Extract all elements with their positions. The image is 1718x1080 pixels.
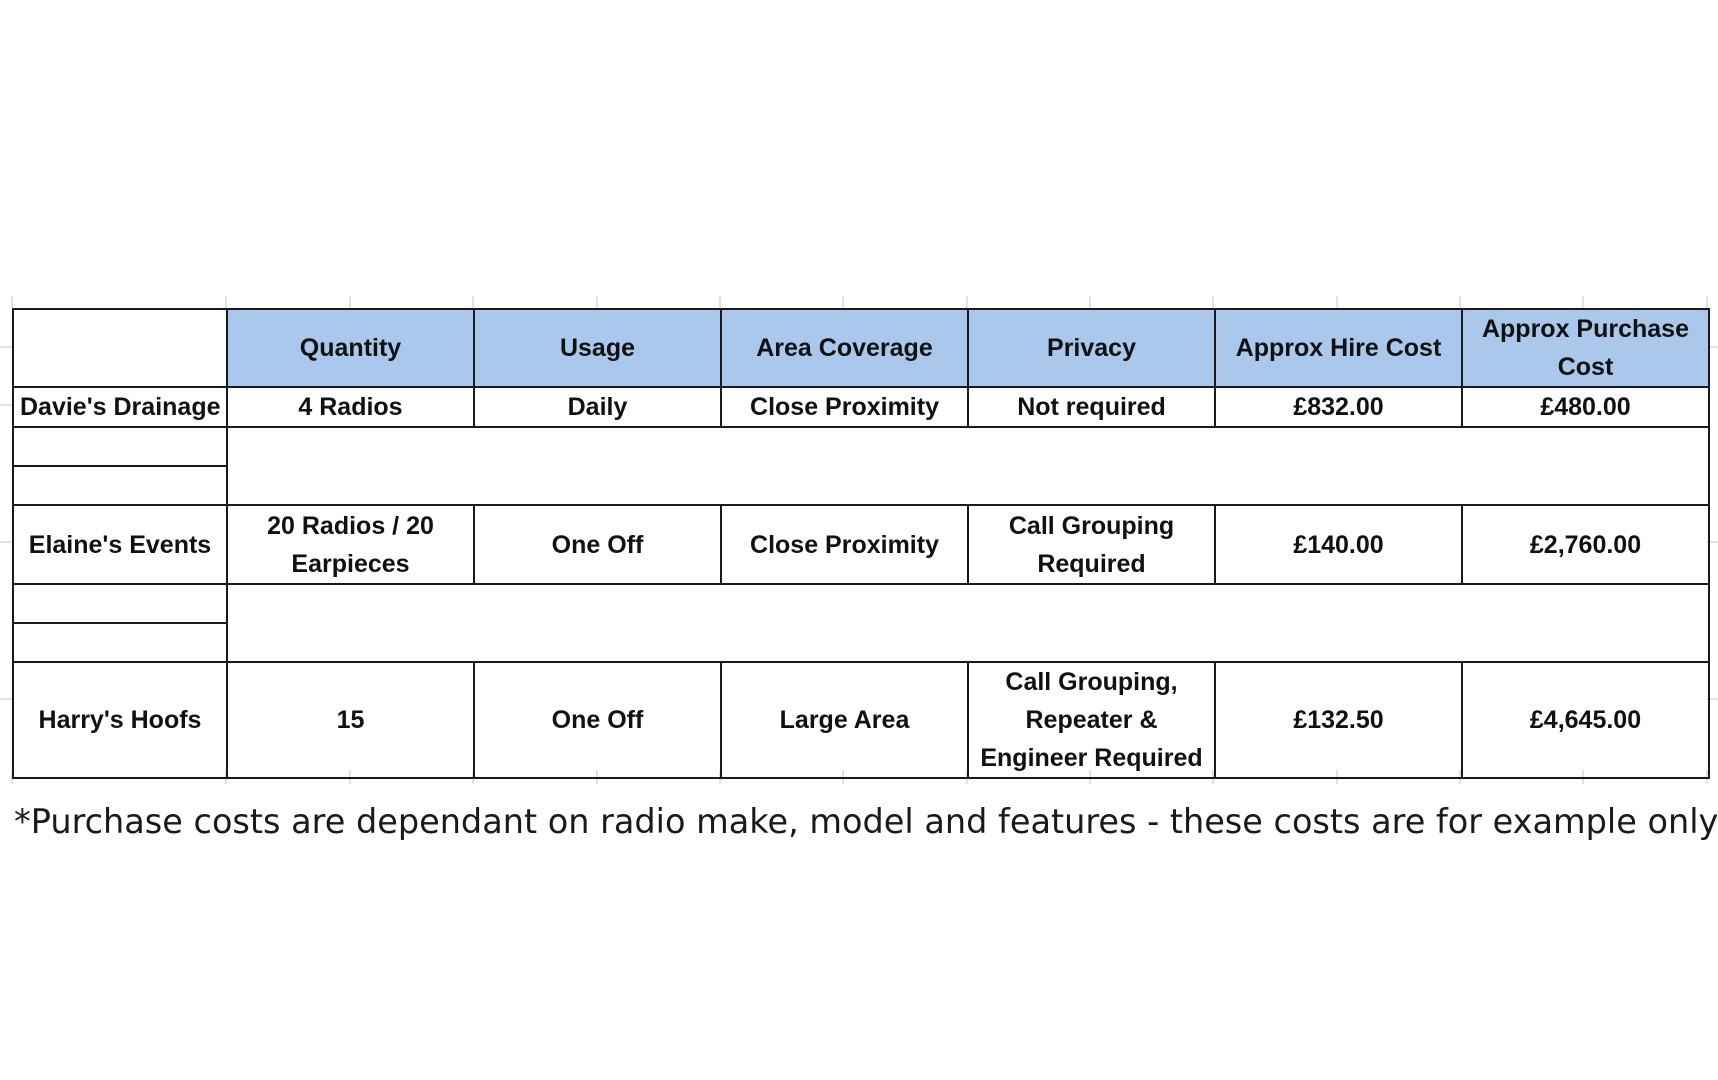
table-row [13,662,1709,778]
row-name: Davie's Drainage [13,387,227,427]
spacer-cell [13,584,227,623]
spacer-row [13,584,1709,623]
spacer-merged-cell [227,427,1709,505]
table-row [13,387,1709,427]
header-purchase-cost: Approx Purchase Cost [1462,309,1709,387]
header-hire-cost: Approx Hire Cost [1215,309,1462,387]
spacer-row [13,427,1709,466]
cell-quantity: 20 Radios / 20 Earpieces [227,505,474,584]
header-usage: Usage [474,309,721,387]
row-name: Elaine's Events [13,505,227,584]
footnote: *Purchase costs are dependant on radio make, model and features - these costs are for example only [14,802,1718,841]
cell-area-coverage: Large Area [721,662,968,778]
cell-privacy: Call Grouping, Repeater & Engineer Required [968,662,1215,778]
comparison-table [12,308,1710,779]
cell-quantity: 4 Radios [227,387,474,427]
cell-usage: One Off [474,505,721,584]
header-corner-cell [13,309,227,387]
cell-privacy: Not required [968,387,1215,427]
cell-usage: One Off [474,662,721,778]
cell-purchase-cost: £2,760.00 [1462,505,1709,584]
spacer-cell [13,623,227,662]
cell-quantity: 15 [227,662,474,778]
header-quantity: Quantity [227,309,474,387]
cell-hire-cost: £132.50 [1215,662,1462,778]
cell-privacy: Call Grouping Required [968,505,1215,584]
row-name: Harry's Hoofs [13,662,227,778]
cell-hire-cost: £140.00 [1215,505,1462,584]
header-privacy: Privacy [968,309,1215,387]
cell-purchase-cost: £4,645.00 [1462,662,1709,778]
spacer-cell [13,466,227,505]
cell-hire-cost: £832.00 [1215,387,1462,427]
cell-area-coverage: Close Proximity [721,505,968,584]
spacer-merged-cell [227,584,1709,662]
cell-purchase-cost: £480.00 [1462,387,1709,427]
table-row [13,505,1709,584]
cell-area-coverage: Close Proximity [721,387,968,427]
cell-usage: Daily [474,387,721,427]
spacer-cell [13,427,227,466]
header-row [13,309,1709,387]
header-area-coverage: Area Coverage [721,309,968,387]
